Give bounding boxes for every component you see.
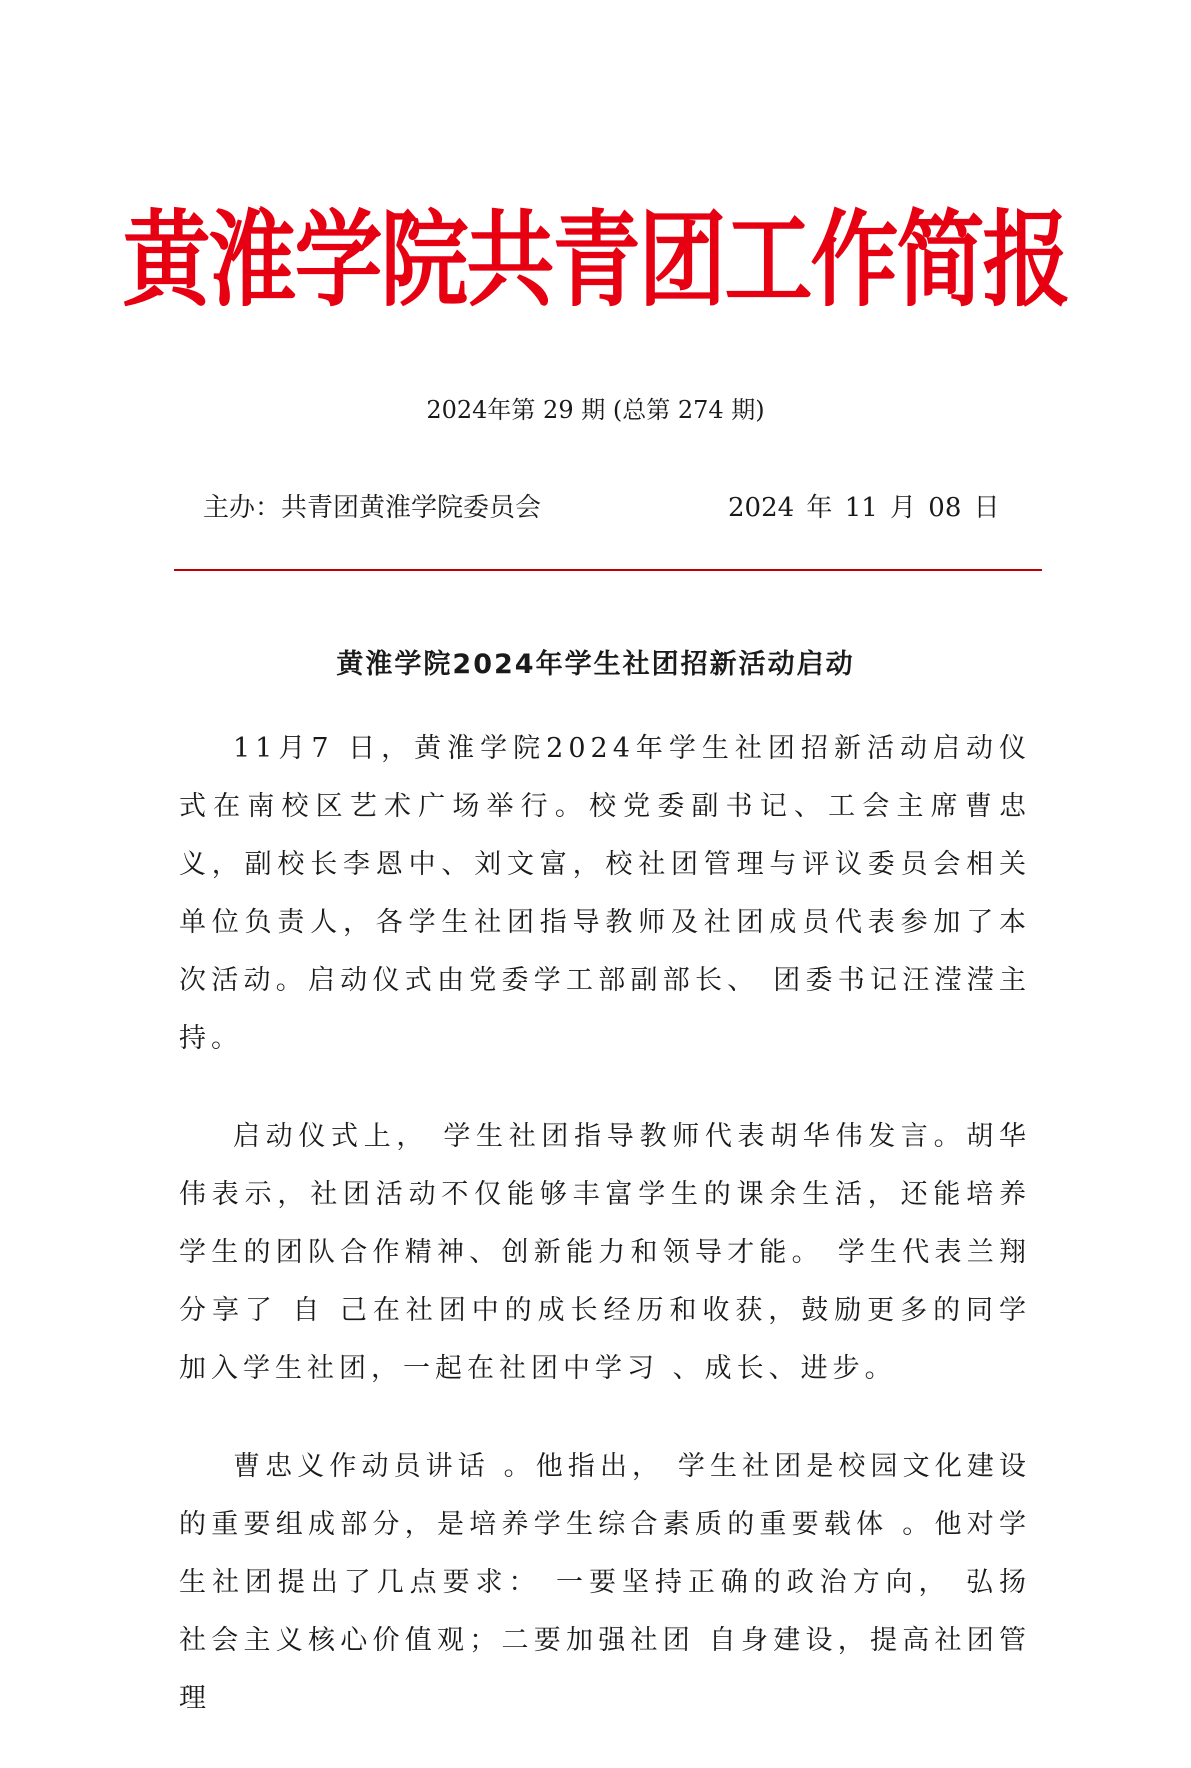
masthead-title: 黄淮学院共青团工作简报	[122, 199, 1069, 321]
paragraph: 曹忠义作动员讲话 。他指出， 学生社团是校园文化建设的重要组成部分，是培养学生综合素质的重要载体 。他对学生社团提出了几点要求： 一要坚持正确的政治方向， 弘扬社会主义核心价值观；二要加强社团 自身建设，提高社团管理	[179, 1451, 1031, 1714]
paragraph: 11月7 日，黄淮学院2024年学生社团招新活动启动仪式在南校区艺术广场举行。校党委副书记、工会主席曹忠义，副校长李恩中、刘文富，校社团管理与评议委员会相关单位负责人，各学生社团指导教师及社团成员代表参加了本次活动。启动仪式由党委学工部副部长、 团委书记汪滢滢主持。	[179, 733, 1031, 1054]
publish-date: 2024 年 11 月 08 日	[728, 493, 1000, 523]
sponsor: 主办：共青团黄淮学院委员会	[203, 493, 542, 523]
issue-number: 2024年第 29 期 (总第 274 期)	[426, 396, 765, 424]
header-divider	[174, 569, 1042, 571]
article-title: 黄淮学院2024年学生社团招新活动启动	[336, 649, 855, 680]
paragraph: 启动仪式上， 学生社团指导教师代表胡华伟发言。胡华伟表示，社团活动不仅能够丰富学生的课余生活，还能培养学生的团队合作精神、创新能力和领导才能。 学生代表兰翔分享了 自 己在社团中的成长经历和收获，鼓励更多的同学加入学生社团，一起在社团中学习 、成长、进步。	[179, 1121, 1031, 1384]
article-body	[179, 720, 1031, 1768]
